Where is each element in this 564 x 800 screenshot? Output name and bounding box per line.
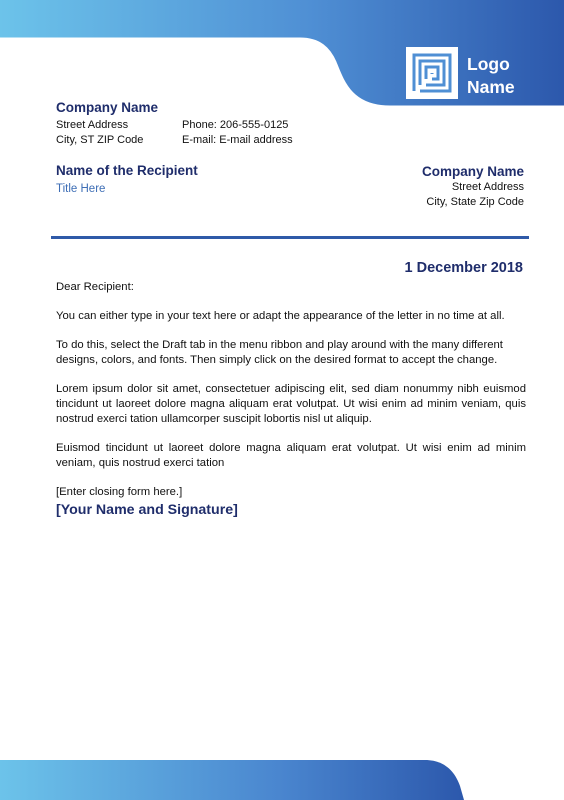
letter-body (56, 280, 526, 519)
body-paragraph: To do this, select the Draft tab in the menu ribbon and play around with the many different designs, colors, and fonts. Then simply click on the desired format to accept the change. (56, 339, 503, 366)
recipient-company-block (422, 163, 524, 210)
sender-address (56, 118, 143, 148)
divider-rule (51, 236, 529, 239)
sender-email: E-mail: E-mail address (182, 134, 293, 146)
logo-line-2: Name (467, 77, 515, 97)
logo-line-1: Logo (467, 54, 510, 74)
recipient-title: Title Here (56, 183, 106, 195)
body-paragraph: You can either type in your text here or adapt the appearance of the letter in no time at all. (56, 310, 505, 322)
recipient-street: Street Address (451, 181, 524, 193)
body-paragraph: Lorem ipsum dolor sit amet, consectetuer adipiscing elit, sed diam nonummy nibh euismod tincidunt ut laoreet dolore magna aliquam erat volutpat. Ut wisi enim ad minim veniam, quis nostrud exerci tation ullamcorper suscipit lobortis nisl ut aliquip. (56, 383, 526, 425)
sender-contact (182, 118, 293, 148)
footer-banner (0, 756, 564, 800)
letter-date: 1 December 2018 (404, 260, 523, 276)
maze-logo-icon (406, 47, 458, 99)
body-paragraph: Euismod tincidunt ut laoreet dolore magna aliquam erat volutpat. Ut wisi enim ad minim veniam, quis nostrud exerci tation (56, 442, 526, 469)
sender-company-name: Company Name (56, 100, 159, 115)
recipient-name: Name of the Recipient (56, 163, 198, 178)
recipient-company-name: Company Name (421, 164, 524, 179)
signature-line: [Your Name and Signature] (56, 502, 238, 518)
logo-name (467, 53, 557, 99)
recipient-address (422, 180, 524, 210)
sender-city: City, ST ZIP Code (56, 134, 144, 146)
closing-line: [Enter closing form here.] (56, 486, 183, 498)
sender-phone: Phone: 206-555-0125 (182, 119, 289, 131)
salutation: Dear Recipient: (56, 281, 134, 293)
recipient-city: City, State Zip Code (426, 196, 524, 208)
sender-street: Street Address (56, 119, 129, 131)
